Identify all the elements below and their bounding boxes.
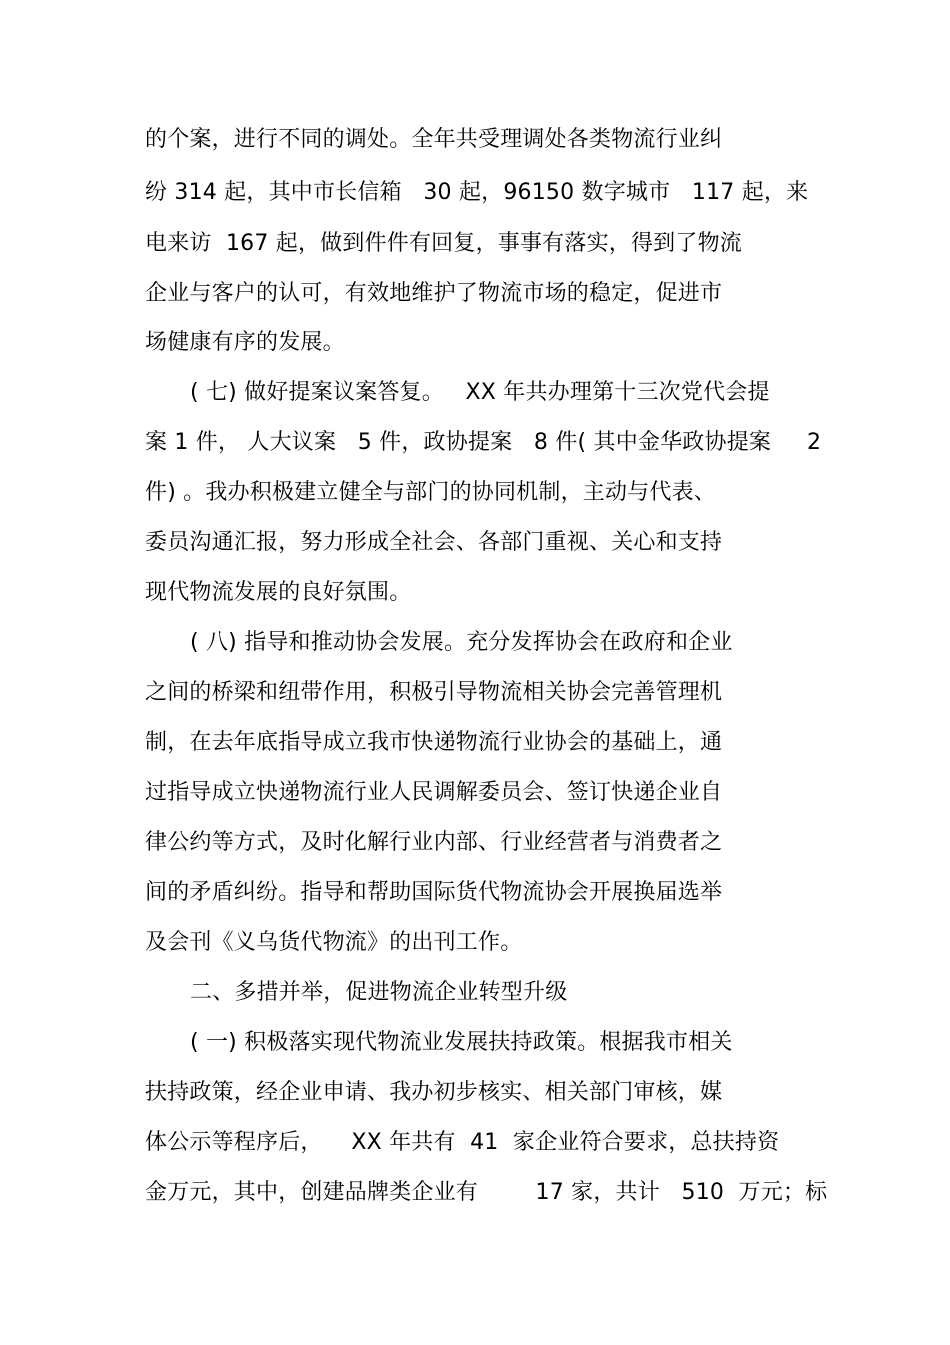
text-line: 案 1 件， 人大议案 5 件，政协提案 8 件( 其中金华政协提案 2 (145, 430, 822, 455)
paragraph-heading-seven: ( 七) 做好提案议案答复。 XX 年共办理第十三次党代会提 (190, 380, 770, 405)
section-heading: 二、多措并举，促进物流企业转型升级 (190, 980, 568, 1005)
text-line: 之间的桥梁和纽带作用，积极引导物流相关协会完善管理机 (145, 680, 723, 705)
text-line: 制，在去年底指导成立我市快递物流行业协会的基础上，通 (145, 730, 723, 755)
text-line: 委员沟通汇报，努力形成全社会、各部门重视、关心和支持 (145, 530, 723, 555)
text-line: 场健康有序的发展。 (145, 330, 345, 355)
text-line: 扶持政策，经企业申请、我办初步核实、相关部门审核，媒 (145, 1080, 723, 1105)
text-line: 金万元，其中，创建品牌类企业有 17 家，共计 510 万元；标 (145, 1180, 828, 1205)
text-line: 企业与客户的认可，有效地维护了物流市场的稳定，促进市 (145, 281, 723, 306)
text-line: 电来访 167 起，做到件件有回复，事事有落实，得到了物流 (145, 231, 742, 256)
paragraph-heading-eight: ( 八) 指导和推动协会发展。充分发挥协会在政府和企业 (190, 630, 733, 655)
text-line: 体公示等程序后， XX 年共有 41 家企业符合要求，总扶持资 (145, 1130, 780, 1155)
text-line: 过指导成立快递物流行业人民调解委员会、签订快递企业自 (145, 780, 723, 805)
text-line: 现代物流发展的良好氛围。 (145, 580, 412, 605)
text-line: 间的矛盾纠纷。指导和帮助国际货代物流协会开展换届选举 (145, 880, 723, 905)
paragraph-heading-one: ( 一) 积极落实现代物流业发展扶持政策。根据我市相关 (190, 1030, 733, 1055)
text-line: 的个案，进行不同的调处。全年共受理调处各类物流行业纠 (145, 127, 723, 152)
text-line: 律公约等方式，及时化解行业内部、行业经营者与消费者之 (145, 830, 723, 855)
text-line: 件) 。我办积极建立健全与部门的协同机制，主动与代表、 (145, 480, 716, 505)
text-line: 及会刊《义乌货代物流》的出刊工作。 (145, 930, 523, 955)
text-line: 纷 314 起，其中市长信箱 30 起，96150 数字城市 117 起，来 (145, 180, 809, 205)
